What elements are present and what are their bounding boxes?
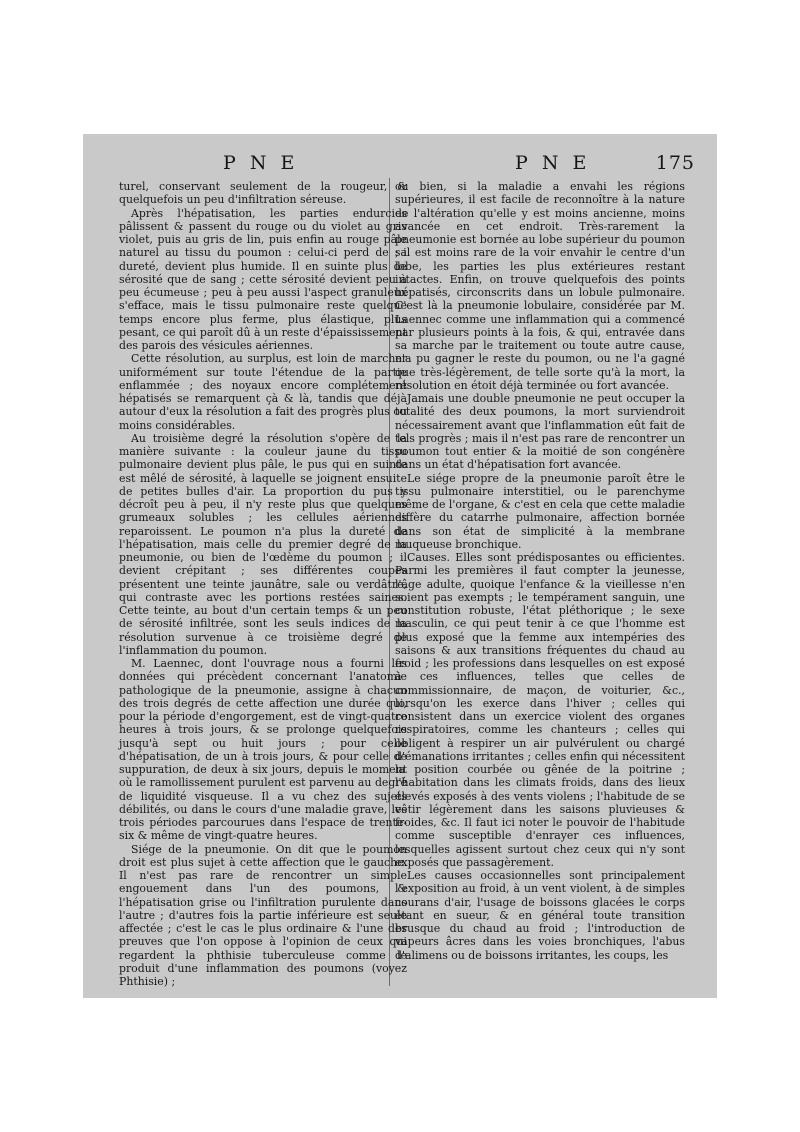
header-center-title: P N E — [515, 152, 591, 174]
left-column — [119, 180, 407, 988]
paragraph: Jamais une double pneumonie ne peut occuper la totalité des deux poumons, la mort surviendroit nécessairement avant que l'inflammation eût fait de tels progrès ; mais il n'est pas rare de rencontrer un poumon tout entier & la moitié de son congénère dans un état d'hépatisation fort avancée. — [395, 392, 685, 472]
page-number: 175 — [655, 152, 695, 174]
paragraph: Au troisième degré la résolution s'opère de la manière suivante : la couleur jaune du tissu pulmonaire devient plus pâle, le pus qui en suinte est mêlé de sérosité, à laquelle se joignent ensuite de petites bulles d'air. La proportion du pus y décroît peu à peu, il n'y reste plus que quelques grumeaux solubles ; les cellules aériennes reparoissent. Le poumon n'a plus la dureté de l'hépatisation, mais celle du premier degré de la pneumonie, ou bien de l'œdème du poumon ; il devient crépitant ; ses différentes coupes présentent une teinte jaunâtre, sale ou verdâtre, qui contraste avec les portions restées saines. Cette teinte, au bout d'un certain temps & un peu de sérosité infiltrée, sont les seuls indices de la résolution survenue à ce troisième degré de l'inflammation du poumon. — [119, 431, 407, 657]
paragraph: Siége de la pneumonie. On dit que le poumon droit est plus sujet à cette affection que le gauche. Il n'est pas rare de rencontrer un simple engouement dans l'un des poumons, & l'hépatisation grise ou l'infiltration purulente dans l'autre ; d'autres fois la partie inférieure est seule affectée ; c'est le cas le plus ordinaire & l'une des preuves que l'on oppose à l'opinion de ceux qui regardent la phthisie tuberculeuse comme le produit d'une inflammation des poumons (voyez Phthisie) ; — [119, 842, 407, 988]
paragraph: Le siége propre de la pneumonie paroît être le tissu pulmonaire interstitiel, ou le parenchyme même de l'organe, & c'est en cela que cette maladie diffère du catarrhe pulmonaire, affection bornée dans son état de simplicité à la membrane muqueuse bronchique. — [395, 471, 685, 551]
right-column — [395, 180, 685, 962]
paragraph: Cette résolution, au surplus, est loin de marcher uniformément sur toute l'étendue de la partie enflammée ; des noyaux encore complétement hépatisés se remarquent çà & là, tandis que déjà autour d'eux la résolution a fait des progrès plus ou moins considérables. — [119, 352, 407, 432]
paragraph: Après l'hépatisation, les parties endurcies pâlissent & passent du rouge ou du violet au gris violet, puis au gris de lin, puis enfin au rouge pâle naturel au tissu du poumon : celui-ci perd de sa dureté, devient plus humide. Il en suinte plus de sérosité que de sang ; cette sérosité devient peu à peu écumeuse ; peu à peu aussi l'aspect granuleux s'efface, mais le tissu pulmonaire reste quelque temps encore plus ferme, plus élastique, plus pesant, ce qui paroît dû à un reste d'épaississement des parois des vésicules aériennes. — [119, 206, 407, 352]
paragraph: turel, conservant seulement de la rougeur, & quelquefois un peu d'infiltration séreuse. — [119, 180, 407, 207]
header-left-title: P N E — [223, 152, 299, 174]
running-header — [83, 152, 717, 180]
paragraph: Causes. Elles sont prédisposantes ou efficientes. Parmi les premières il faut compter la jeunesse, l'âge adulte, quoique l'enfance & la vieillesse n'en soient pas exempts ; le tempérament sanguin, une constitution robuste, l'état pléthorique ; le sexe masculin, ce qui peut tenir à ce que l'homme est plus exposé que la femme aux intempéries des saisons & aux transitions fréquentes du chaud au froid ; les professions dans lesquelles on est exposé à ces influences, telles que celles de commissionnaire, de maçon, de voiturier, &c., lorsqu'on les exerce dans l'hiver ; celles qui consistent dans un exercice violent des organes respiratoires, comme les chanteurs ; celles qui obligent à respirer un air pulvérulent ou chargé d'émanations irritantes ; celles enfin qui nécessitent la position courbée ou gênée de la poitrine ; l'habitation dans les climats froids, dans des lieux élevés exposés à des vents violens ; l'habitude de se vêtir légèrement dans les saisons pluvieuses & froides, &c. Il faut ici noter le pouvoir de l'habitude comme susceptible d'enrayer ces influences, lesquelles agissent surtout chez ceux qui n'y sont exposés que passagèrement. — [395, 551, 685, 869]
paragraph: ou bien, si la maladie a envahi les régions supérieures, il est facile de reconnoître à la nature de l'altération qu'elle y est moins ancienne, moins avancée en cet endroit. Très-rarement la pneumonie est bornée au lobe supérieur du poumon ; il est moins rare de la voir envahir le centre d'un lobe, les parties les plus extérieures restant intactes. Enfin, on trouve quelquefois des points hépatisés, circonscrits dans un lobule pulmonaire. C'est là la pneumonie lobulaire, considérée par M. Laennec comme une inflammation qui a commencé par plusieurs points à la fois, & qui, entravée dans sa marche par le traitement ou toute autre cause, n'a pu gagner le reste du poumon, ou ne l'a gagné que très-légèrement, de telle sorte qu'à la mort, la résolution en étoit déjà terminée ou fort avancée. — [395, 180, 685, 392]
book-page — [83, 134, 717, 998]
paragraph: M. Laennec, dont l'ouvrage nous a fourni les données qui précèdent concernant l'anatomie pathologique de la pneumonie, assigne à chacun des trois degrés de cette affection une durée qui, pour la période d'engorgement, est de vingt-quatre heures à trois jours, & se prolonge quelquefois jusqu'à sept ou huit jours ; pour celle d'hépatisation, de un à trois jours, & pour celle de suppuration, de deux à six jours, depuis le moment où le ramollissement purulent est parvenu au degré de liquidité visqueuse. Il a vu chez des sujets débilités, ou dans le cours d'une maladie grave, les trois périodes parcourues dans l'espace de trente-six & même de vingt-quatre heures. — [119, 657, 407, 843]
paragraph: Les causes occasionnelles sont principalement l'exposition au froid, à un vent violent, à de simples courans d'air, l'usage de boissons glacées le corps étant en sueur, & en général toute transition brusque du chaud au froid ; l'introduction de vapeurs âcres dans les voies bronchiques, l'abus d'alimens ou de boissons irritantes, les coups, les — [395, 869, 685, 962]
